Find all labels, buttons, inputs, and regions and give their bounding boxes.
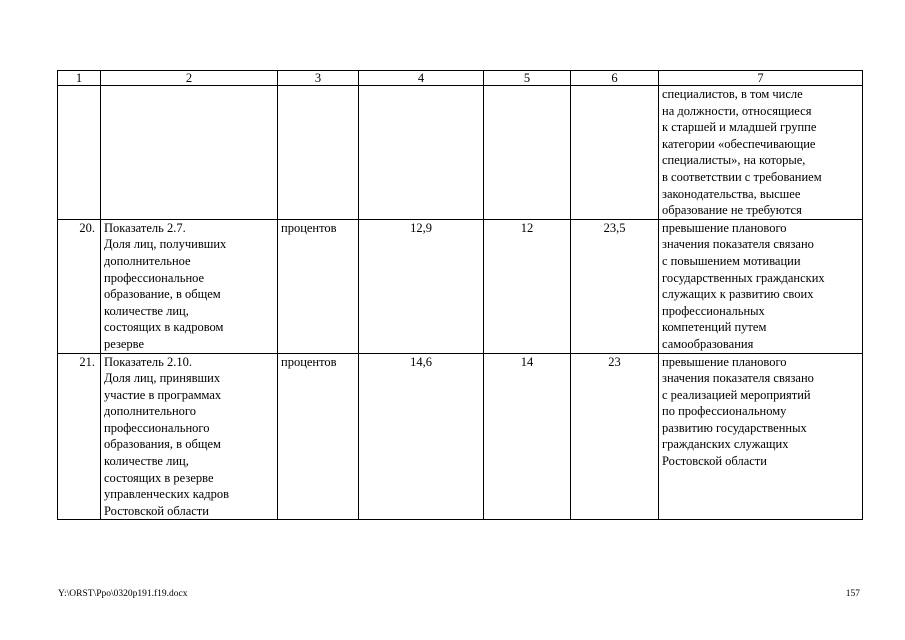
document-table bbox=[57, 70, 863, 520]
column-header: 5 bbox=[484, 71, 571, 86]
footer-file-path: Y:\ORST\Ppo\0320p191.f19.docx bbox=[58, 589, 188, 599]
table-row bbox=[58, 353, 863, 520]
page-number: 157 bbox=[845, 589, 860, 599]
row-number: 20. bbox=[58, 219, 101, 353]
value-cell bbox=[484, 86, 571, 220]
note-cell: превышение планового значения показателя связано с реализацией мероприятий по профессиональному развитию государственных гражданских служащих Ростовской области bbox=[659, 353, 863, 520]
column-header: 2 bbox=[101, 71, 278, 86]
indicator-cell: Показатель 2.7. Доля лиц, получивших дополнительное профессиональное образование, в общем количестве лиц, состоящих в кадровом резерве bbox=[101, 219, 278, 353]
indicator-cell: Показатель 2.10. Доля лиц, принявших участие в программах дополнительного профессионального образования, в общем количестве лиц, состоящих в резерве управленческих кадров Ростовской области bbox=[101, 353, 278, 520]
value-cell: 23,5 bbox=[571, 219, 659, 353]
table-row bbox=[58, 219, 863, 353]
column-header: 3 bbox=[278, 71, 359, 86]
row-number bbox=[58, 86, 101, 220]
column-header: 4 bbox=[359, 71, 484, 86]
value-cell bbox=[571, 86, 659, 220]
unit-cell bbox=[278, 86, 359, 220]
value-cell: 12,9 bbox=[359, 219, 484, 353]
note-cell: превышение планового значения показателя связано с повышением мотивации государственных гражданских служащих к развитию своих профессиональных компетенций путем самообразования bbox=[659, 219, 863, 353]
unit-cell: процентов bbox=[278, 353, 359, 520]
value-cell bbox=[359, 86, 484, 220]
column-header: 7 bbox=[659, 71, 863, 86]
row-number: 21. bbox=[58, 353, 101, 520]
indicator-cell bbox=[101, 86, 278, 220]
unit-cell: процентов bbox=[278, 219, 359, 353]
column-header: 6 bbox=[571, 71, 659, 86]
value-cell: 14 bbox=[484, 353, 571, 520]
column-header: 1 bbox=[58, 71, 101, 86]
value-cell: 23 bbox=[571, 353, 659, 520]
value-cell: 12 bbox=[484, 219, 571, 353]
note-cell: специалистов, в том числе на должности, относящиеся к старшей и младшей группе категории «обеспечивающие специалисты», на которые, в соответствии с требованием законодательства, высшее образование не требуются bbox=[659, 86, 863, 220]
table-row bbox=[58, 86, 863, 220]
value-cell: 14,6 bbox=[359, 353, 484, 520]
table-header-row bbox=[58, 71, 863, 86]
